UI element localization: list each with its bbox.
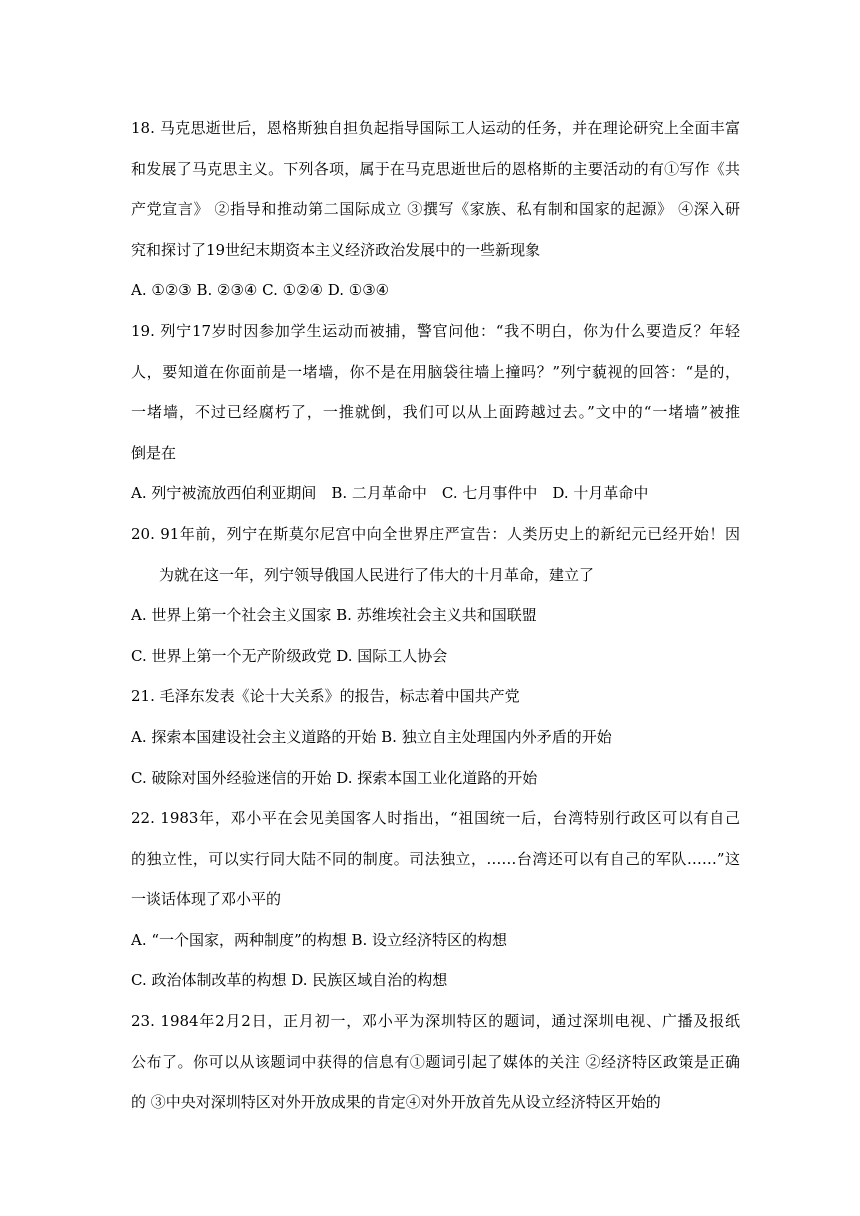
question-22	[131, 798, 740, 1001]
question-text-line: 21. 毛泽东发表《论十大关系》的报告，标志着中国共产党	[131, 687, 520, 706]
question-text-line: 为就在这一年，列宁领导俄国人民进行了伟大的十月革命，建立了	[159, 565, 595, 584]
question-text-line: 公布了。你可以从该题词中获得的信息有①题词引起了媒体的关注 ②经济特区政策是正确	[131, 1052, 740, 1071]
question-21	[131, 676, 740, 798]
question-text-line: 22. 1983年，邓小平在会见美国客人时指出，“祖国统一后，台湾特别行政区可以有自己	[131, 809, 740, 828]
question-19	[131, 311, 740, 514]
answer-options: A. 世界上第一个社会主义国家 B. 苏维埃社会主义共和国联盟	[131, 606, 537, 625]
question-text-line: 23. 1984年2月2日，正月初一，邓小平为深圳特区的题词，通过深圳电视、广播及报纸	[131, 1012, 740, 1031]
answer-options: A. ①②③ B. ②③④ C. ①②④ D. ①③④	[131, 281, 390, 300]
question-text-line: 产党宣言》 ②指导和推动第二国际成立 ③撰写《家族、私有制和国家的起源》 ④深入研	[131, 200, 740, 219]
question-text-line: 20. 91年前，列宁在斯莫尔尼宫中向全世界庄严宣告：人类历史上的新纪元已经开始！因	[131, 524, 740, 543]
question-18	[131, 108, 740, 311]
question-text-line: 19. 列宁17岁时因参加学生运动而被捕，警官问他：“我不明白，你为什么要造反？年轻	[131, 321, 740, 340]
answer-options: C. 政治体制改革的构想 D. 民族区域自治的构想	[131, 971, 448, 990]
question-text-line: 一谈话体现了邓小平的	[131, 890, 282, 909]
answer-options: A. 探索本国建设社会主义道路的开始 B. 独立自主处理国内外矛盾的开始	[131, 727, 612, 746]
question-text-line: 的独立性，可以实行同大陆不同的制度。司法独立，……台湾还可以有自己的军队……”这	[131, 849, 740, 868]
answer-options: A. 列宁被流放西伯利亚期间 B. 二月革命中 C. 七月事件中 D. 十月革命中	[131, 484, 649, 503]
question-text-line: 和发展了马克思主义。下列各项，属于在马克思逝世后的恩格斯的主要活动的有①写作《共	[131, 159, 740, 178]
question-23	[131, 1001, 740, 1123]
question-text-line: 究和探讨了19世纪末期资本主义经济政治发展中的一些新现象	[131, 240, 541, 259]
question-text-line: 一堵墙，不过已经腐朽了，一推就倒，我们可以从上面跨越过去。”文中的“一堵墙”被推	[131, 403, 740, 422]
answer-options: A. “一个国家，两种制度”的构想 B. 设立经济特区的构想	[131, 930, 508, 949]
question-text-line: 的 ③中央对深圳特区对外开放成果的肯定④对外开放首先从设立经济特区开始的	[131, 1093, 661, 1112]
question-text-line: 人，要知道在你面前是一堵墙，你不是在用脑袋往墙上撞吗？”列宁藐视的回答：“是的，	[131, 362, 740, 381]
question-text-line: 18. 马克思逝世后，恩格斯独自担负起指导国际工人运动的任务，并在理论研究上全面丰富	[131, 119, 740, 137]
question-20	[131, 514, 740, 676]
answer-options: C. 破除对国外经验迷信的开始 D. 探索本国工业化道路的开始	[131, 768, 538, 787]
answer-options: C. 世界上第一个无产阶级政党 D. 国际工人协会	[131, 646, 448, 665]
question-text-line: 倒是在	[131, 443, 177, 462]
